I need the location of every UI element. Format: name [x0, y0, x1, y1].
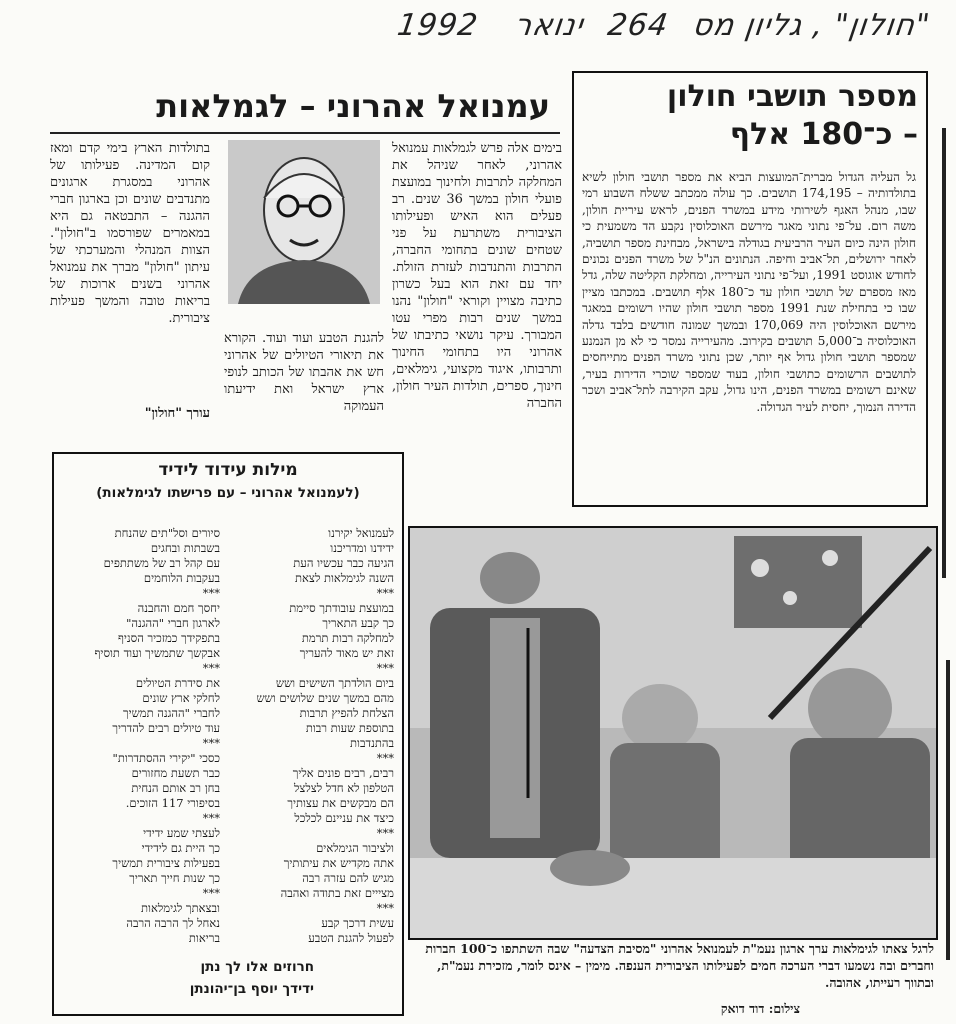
handwritten-year: 1992 [395, 8, 481, 43]
poem-closing-1: חרוזים אלו לך נתן [200, 959, 314, 975]
poem-col-left: סיורים וסל"תים שהנחת בשבתות ובחגים עם קהל רב של משתתפים בעקבות הלוחמים *** יחסך חמם והחבנה לארגון חברי "ההגנה" בתפקידך כמזכיר הסניף אבקשך שתמשיך ועוד תוסיף *** את סידרת הטיולים לחלקי ארץ שונים לחברי "ההגנה תמשיך עוד טיולים רבים להדריך *** כסכי "יקירי ההסתדרות" כבר תשעת מחזורים בחן רב אותם הנחית בסיפורי 117 הזוכים. *** לעצתי שמע ידידי כך היית גם לידידי בפעילות ציבורית תמשיך כך שנות חייך תאריך *** ובצאתך לגימלאות נאחל לך הרבה הרבה בריאות [94, 526, 220, 945]
photo-caption: לרגל צאתו לגימלאות ערך ארגון נעמ"ת לעמנואל אהרוני "מסיבת הצדעה" שבה השתתפו כ־100 חברות וחברים ובה נשמעו דברי הערכה חמים לפעילותו הציבורית הענפה. מימין – אינס לומר, מזכירת נעמ"ת, ובתווך רעייתו, אהובה. [425, 941, 934, 990]
poem-closing-2: ידידך יוסף בן־יהונתן [189, 981, 314, 997]
photo-credit: צילום: דוד דואק [720, 1001, 800, 1016]
headline-rule [50, 132, 560, 134]
handwritten-header [328, 8, 933, 43]
handwritten-publication: "חולון" , גליון מס [690, 8, 933, 43]
scan-edge-right-lower [946, 660, 950, 960]
residents-headline-2: – כ־180 אלף [729, 117, 918, 152]
handwritten-month: ינואר [512, 8, 586, 43]
residents-body: גל העליה הגדול מברית־המועצות הביא את מספר תושבי חולון לשיא בתולדותיה – 174,195 תושבים. כך עולה ממכתב ששלח השבוע רמי שבו, מנהל האגף לשירותי מידע במשרד הפנים, לראש עיריית חולון, משה רום. על־פי נתוני מאגר מירשם האוכלוסין נקבע הד משמעית כי חולון הינה כיום העיר הרביעית בגודלה בישראל, מבחינת מספר תושביה, לאחר ירושלים, תל־אביב וחיפה. הנתונים הנ"ל של משרד הפנים נכונים לחודש אוגוסט 1991, ועל־פי נתוני העירייה, ומחלקת הקליטה שלה, גדל מאז מספרם של תושבי חולון עד כ־180 אלף תושבים. במכתבו מציין שבו כי בתחילת שנת 1991 מספר תושבי חולון שהיו רשומים במאגר מירשם האוכלוסין היה 170,069 ובמשך שמונה חודשים בלבד גדלה האוכלוסיה ב־5,000 תושבים בקירוב. מהעירייה נמסר כי לא מן הנמנע שמספר תושבי חולון גדול אף יותר, שכן נתוני משרד הפנים מתייחסים לתושבים הרשומים כתושבי חולון, בעוד שמספר שוכרי הדירות בעיר, שאינם רשומים במשרד הפנים, הינו גדול, עקב הקירבה לתל־אביב ושכר הדירה הנמוך, יחסית לעיר הגדולה. [582, 170, 916, 414]
portrait-illustration [228, 140, 380, 304]
portrait-photo [228, 140, 380, 304]
retirement-col-left: בתולדות הארץ בימי קדם ומאז קום המדינה. פעילותו של אהרוני במסגרת ארגונים מתנדבים שונים וכן בארגון חברי ההגנה – התבטאה גם היא במאמרים שפורסמו ב"חולון". הצוות המנהלי והמערכתי של עיתון "חולון" מברך את עמנואל אהרוני בשנים ארוכות של בריאות טובה והמשך פעילות ציבורית. [50, 141, 210, 326]
residents-article [572, 71, 928, 507]
poem-title: מילות עידוד לידיד [158, 460, 298, 480]
scan-edge-right [942, 128, 946, 578]
retirement-col-right: בימים אלה פרש לגמלאות עמנואל אהרוני, לאחר שניהל את המחלקה לתרבות ולחינוך במועצת פועלי חולון במשך 36 שנים. רב פעלים הוא האיש ופעילותו הציבורית משתרעת על פני שטחים שונים בתחומי החברה, התרבות והתנדבות לעזרת הזולת. יחד עם זאת הוא בעל כשרון כתיבה מצויין וקוראי "חולון" נהנו במשך שנים רבות מפרי עטו המבורך. עיקר נושאי כתיבתו של אהרוני היו בתחומי החינוך ותרבותו, איגוד מקצועי, גימלאים, חינוך, ספרים, תולדות העיר חולון, החברה [392, 141, 562, 411]
residents-headline-1: מספר תושבי חולון [666, 79, 918, 114]
poem-subtitle: (לעמנואל אהרוני – עם פרישתו לגימלאות) [96, 485, 360, 501]
event-photo-illustration [410, 528, 936, 938]
retirement-col-under-photo: להגנת הטבע ועוד ועוד. הקורא את תיאורי הטיולים של אהרוני חש את אהבתו של הכותב לנופי ארץ ישראל ואת ידיעתו העמוקה [224, 331, 384, 414]
event-photo [408, 526, 938, 940]
poem-box [52, 452, 404, 1016]
editor-signature: עורך "חולון" [144, 406, 210, 421]
handwritten-issue: 264 [605, 8, 671, 43]
retirement-headline: עמנואל אהרוני – לגמלאות [156, 87, 550, 125]
poem-col-right: לעמנואל יקירנו ידידנו ומדריכנו הגיעה כבר עכשיו העת השנה לגימלאות לצאת *** במועצת עובודתך סיימת כך קבע התאריך למחלקה רבות תרמת זאת יש מאוד להעריך *** ביום הולדתך השישים ושש מהם במשך שנים שלושים ושש הצלחת להפיץ תרבות בתוספת שעות רבות בהתנדבות *** רבים, רבים פונים אליך הטלפון לא חדל לצלצל הם מבקשים את עצותיך כיצד את עניינם לכלכל *** ולציבור הגימלאים אתה מקדיש את עיתותיך מגיש להם עזרה רבה מצייים זאת בתודה ואהבה *** עשית דרכך קבע לפעול להגנת הטבע [256, 526, 394, 945]
